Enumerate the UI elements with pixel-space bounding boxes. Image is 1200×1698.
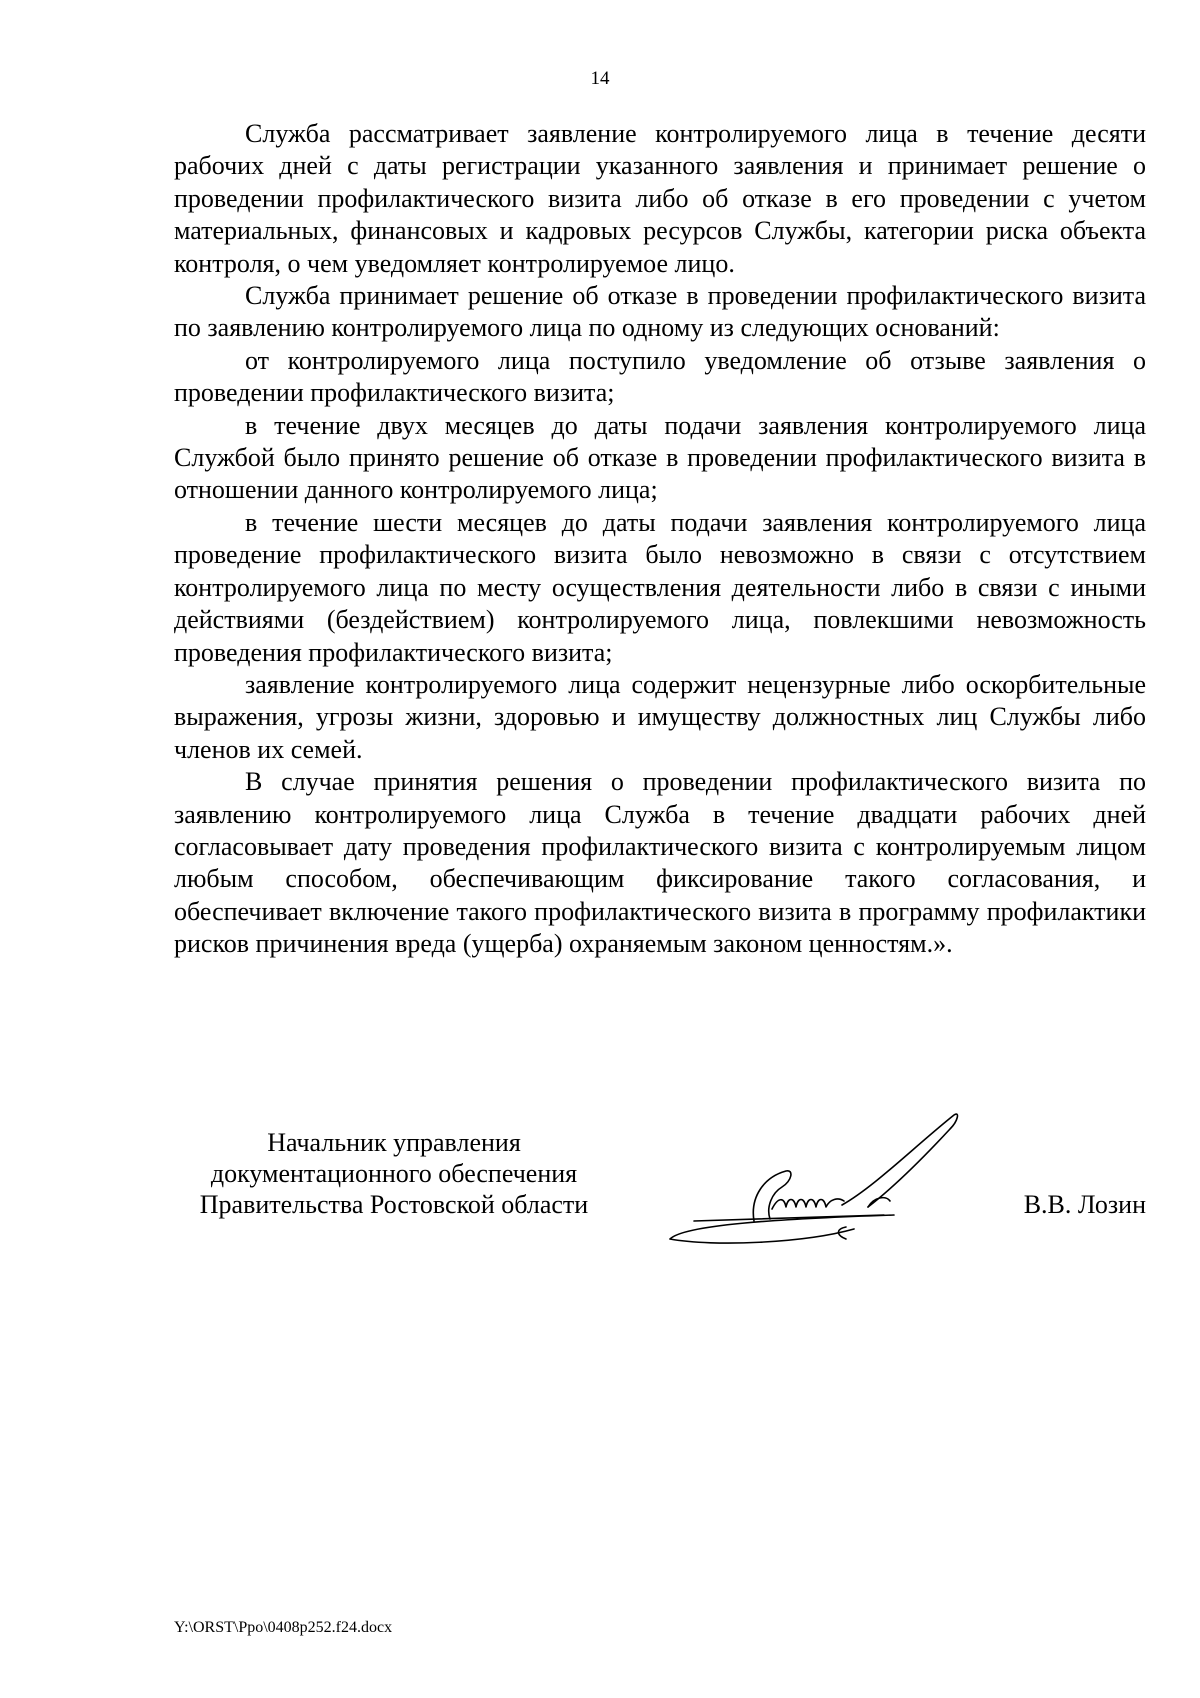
paragraph: заявление контролируемого лица содержит нецензурные либо оскорбительные выражения, угрозы жизни, здоровью и имуществу должностных лиц Службы либо членов их семей. <box>174 669 1146 764</box>
paragraph: Служба рассматривает заявление контролируемого лица в течение десяти рабочих дней с даты регистрации указанного заявления и принимает решение о проведении профилактического визита либо об отказе в его проведении с учетом материальных, финансовых и кадровых ресурсов Службы, категории риска объекта контроля, о чем уведомляет контролируемое лицо. <box>174 119 1146 278</box>
footer-file-path: Y:\ORST\Ppo\0408p252.f24.docx <box>174 1619 393 1636</box>
signatory-title <box>174 1127 614 1220</box>
paragraph: В случае принятия решения о проведении профилактического визита по заявлению контролируемого лица Служба в течение двадцати рабочих дней согласовывает дату проведения профилактического визита с контролируемым лицом любым способом, обеспечивающим фиксирование такого согласования, и обеспечивает включение такого профилактического визита в программу профилактики рисков причинения вреда (ущерба) охраняемым законом ценностям.». <box>174 767 1146 959</box>
handwritten-signature-icon <box>654 1097 984 1257</box>
page-number: 14 <box>590 68 610 89</box>
paragraph: в течение двух месяцев до даты подачи заявления контролируемого лица Службой было принято решение об отказе в проведении профилактического визита в отношении данного контролируемого лица; <box>174 410 1146 505</box>
document-body <box>174 118 1146 961</box>
paragraph: Служба принимает решение об отказе в проведении профилактического визита по заявлению контролируемого лица по одному из следующих оснований: <box>174 281 1146 343</box>
paragraph: в течение шести месяцев до даты подачи заявления контролируемого лица проведение профилактического визита было невозможно в связи с отсутствием контролируемого лица по месту осуществления деятельности либо в связи с иными действиями (бездействием) контролируемого лица, повлекшими невозможность проведения профилактического визита; <box>174 507 1146 667</box>
signatory-title-line: документационного обеспечения <box>210 1159 578 1188</box>
signatory-title-line: Правительства Ростовской области <box>199 1190 589 1219</box>
paragraph: от контролируемого лица поступило уведомление об отзыве заявления о проведении профилактического визита; <box>174 345 1146 408</box>
signature-block <box>174 1127 1146 1257</box>
signatory-title-line: Начальник управления <box>267 1128 521 1157</box>
signatory-name: В.В. Лозин <box>1023 1190 1146 1219</box>
